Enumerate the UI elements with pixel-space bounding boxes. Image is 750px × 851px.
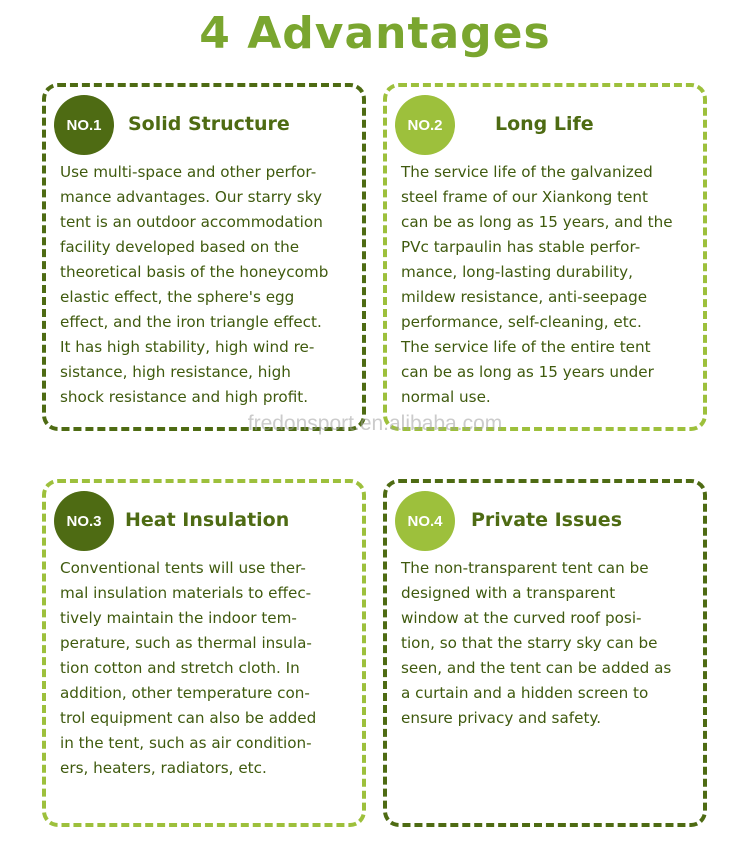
body-line: Use multi-space and other perfor- <box>60 163 317 181</box>
body-line: The service life of the entire tent <box>401 338 651 356</box>
body-line: perature, such as thermal insula- <box>60 634 312 652</box>
card-body <box>60 556 356 781</box>
body-line: ensure privacy and safety. <box>401 709 602 727</box>
body-line: can be as long as 15 years under <box>401 363 654 381</box>
number-badge: NO.2 <box>395 95 455 155</box>
body-line: mal insulation materials to effec- <box>60 584 312 602</box>
body-line: designed with a transparent <box>401 584 616 602</box>
number-badge: NO.3 <box>54 491 114 551</box>
body-line: sistance, high resistance, high <box>60 363 291 381</box>
advantage-card-3 <box>42 479 366 827</box>
body-line: mance, long-lasting durability, <box>401 263 633 281</box>
body-line: The non-transparent tent can be <box>401 559 649 577</box>
body-line: in the tent, such as air condition- <box>60 734 312 752</box>
body-line: ers, heaters, radiators, etc. <box>60 759 267 777</box>
body-line: effect, and the iron triangle effect. <box>60 313 322 331</box>
body-line: trol equipment can also be added <box>60 709 317 727</box>
body-line: theoretical basis of the honeycomb <box>60 263 329 281</box>
body-line: tion, so that the starry sky can be <box>401 634 658 652</box>
card-heading: Solid Structure <box>128 113 290 135</box>
body-line: can be as long as 15 years, and the <box>401 213 673 231</box>
body-line: a curtain and a hidden screen to <box>401 684 649 702</box>
advantage-card-4 <box>383 479 707 827</box>
body-line: elastic effect, the sphere's egg <box>60 288 295 306</box>
body-line: Conventional tents will use ther- <box>60 559 306 577</box>
card-heading: Heat Insulation <box>125 509 290 531</box>
card-body <box>401 556 697 731</box>
body-line: tively maintain the indoor tem- <box>60 609 297 627</box>
body-line: mildew resistance, anti-seepage <box>401 288 648 306</box>
body-line: addition, other temperature con- <box>60 684 310 702</box>
advantage-card-1 <box>42 83 366 431</box>
page-title: 4 Advantages <box>199 8 551 59</box>
advantage-card-2 <box>383 83 707 431</box>
body-line: facility developed based on the <box>60 238 300 256</box>
body-line: mance advantages. Our starry sky <box>60 188 322 206</box>
body-line: performance, self-cleaning, etc. <box>401 313 642 331</box>
body-line: normal use. <box>401 388 491 406</box>
body-line: tion cotton and stretch cloth. In <box>60 659 300 677</box>
card-body <box>60 160 356 410</box>
body-line: The service life of the galvanized <box>401 163 653 181</box>
number-badge: NO.1 <box>54 95 114 155</box>
number-badge: NO.4 <box>395 491 455 551</box>
body-line: tent is an outdoor accommodation <box>60 213 323 231</box>
body-line: steel frame of our Xiankong tent <box>401 188 648 206</box>
body-line: shock resistance and high profit. <box>60 388 309 406</box>
body-line: It has high stability, high wind re- <box>60 338 315 356</box>
body-line: PVc tarpaulin has stable perfor- <box>401 238 641 256</box>
body-line: seen, and the tent can be added as <box>401 659 672 677</box>
card-heading: Private Issues <box>471 509 623 531</box>
body-line: window at the curved roof posi- <box>401 609 642 627</box>
watermark: fredonsport.en.alibaba.com <box>247 412 503 435</box>
card-heading: Long Life <box>495 113 594 135</box>
card-body <box>401 160 697 410</box>
